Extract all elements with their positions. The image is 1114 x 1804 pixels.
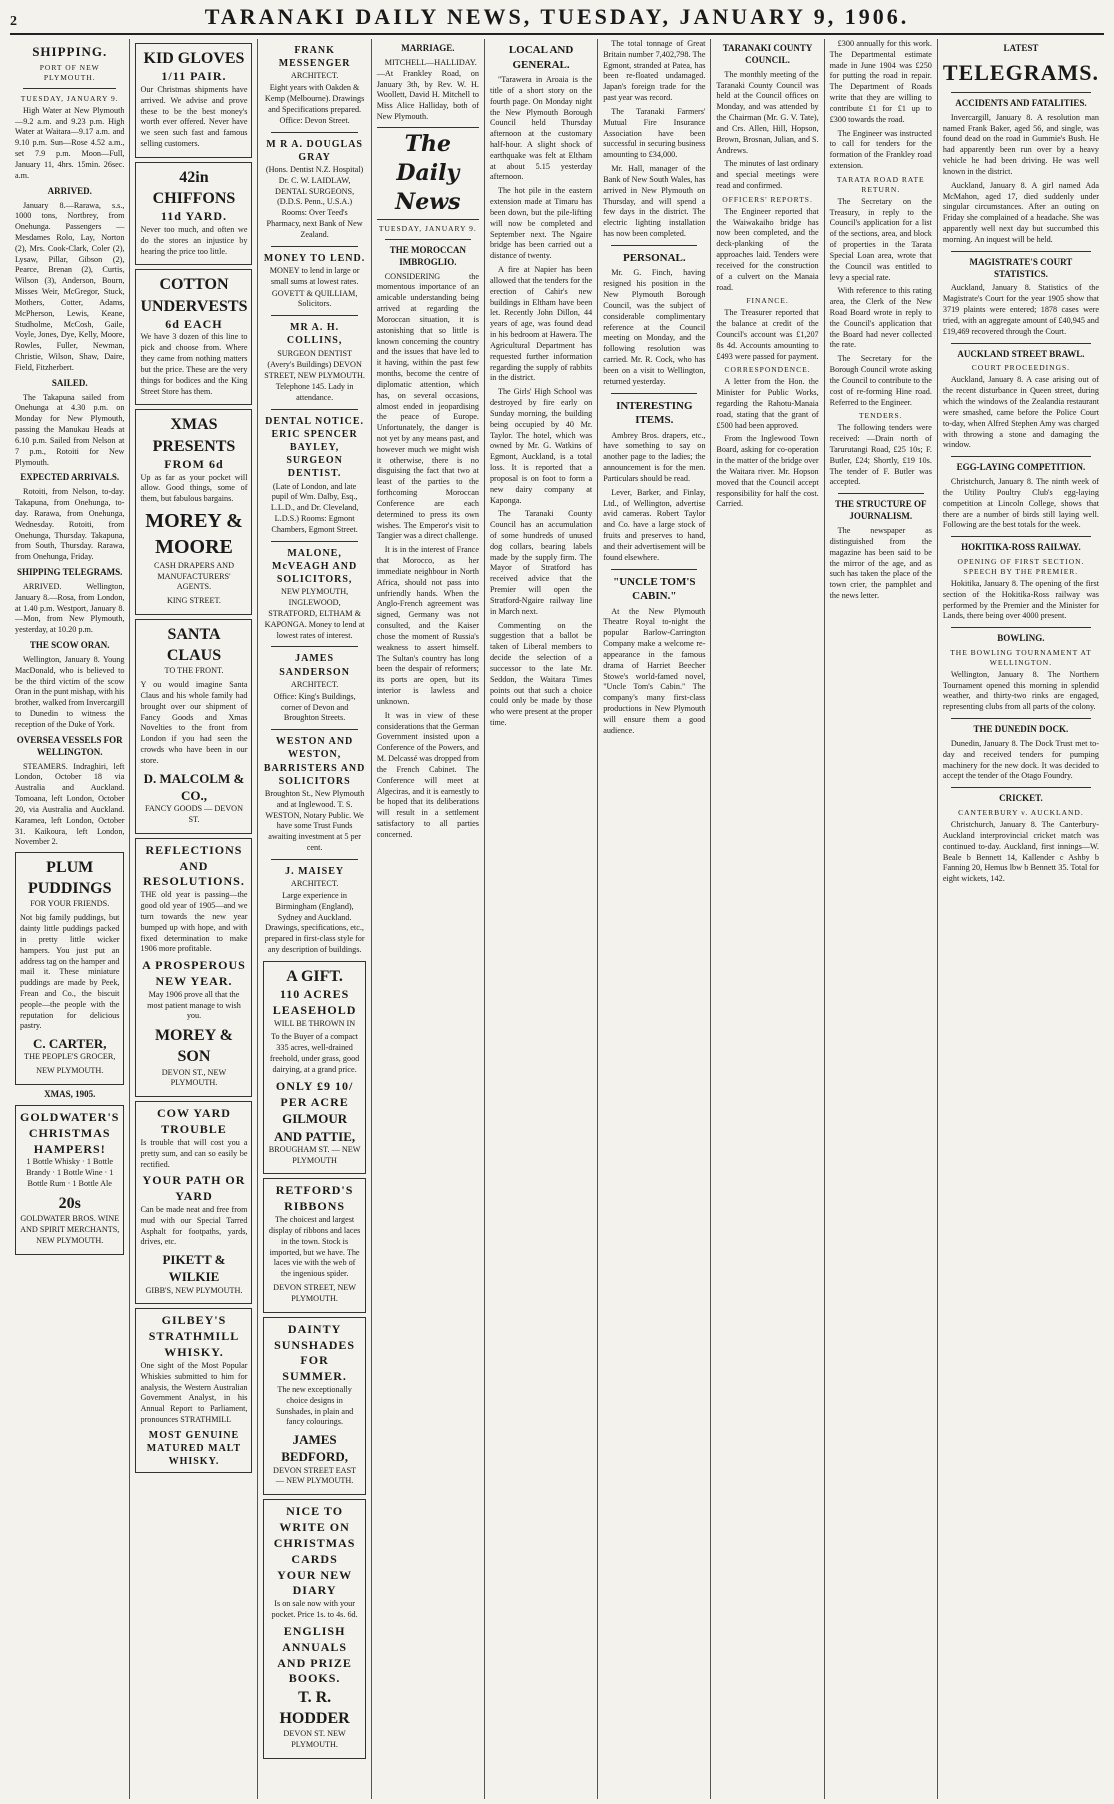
masthead xyxy=(10,6,1104,35)
gift-ad xyxy=(263,961,365,1175)
page-number: 2 xyxy=(10,14,17,29)
collins-name: MR A. H. COLLINS, xyxy=(286,322,343,347)
retford-title: RETFORD'S RIBBONS xyxy=(275,1183,354,1214)
dmalcolm-sub: FANCY GOODS — DEVON ST. xyxy=(144,804,243,824)
accidents-text-2: Auckland, January 8. A girl named Ada McMahon, aged 17, died suddenly under singular circumstances. After an outing on Friday she complained of a headache. She was apparently well next day but succumbed this morning. An inquest will be held. xyxy=(942,180,1099,244)
frank-text: Eight years with Oakden & Kemp (Melbourne). Drawings and Specifications prepared. Office: Devon Street. xyxy=(264,83,365,125)
council-cont-sub: TARATA ROAD RATE RETURN. xyxy=(836,174,925,194)
local-text-5: The Taranaki County Council has an accumulation of some hundreds of unused dog collars, bearing labels made by the supply firm. The Mayor of Stratford has received advice that the Premier will open the Stratford-Ngaire railway line in March next. xyxy=(489,509,593,616)
reflections-title: REFLECTIONS AND RESOLUTIONS. xyxy=(143,842,245,889)
bowling-text: Wellington, January 8. The Northern Tournament opened this morning in splendid weather, and thirty-two rinks are engaged, representing clubs from all parts of the colony. xyxy=(942,669,1099,712)
retford-ad xyxy=(263,1178,365,1312)
column-4 xyxy=(372,39,485,1799)
gift-price: ONLY £9 10/ PER ACRE xyxy=(275,1078,354,1109)
undervests-text: We have 3 dozen of this line to pick and choose from. Where they came from nothing matters but the price. These are the very things for bodices and the King Street Store has them. xyxy=(140,332,248,396)
interesting-heading: INTERESTING ITEMS. xyxy=(616,399,693,427)
daily-news-title: The Daily News xyxy=(377,127,479,220)
gift-sub: 110 ACRES LEASEHOLD xyxy=(272,986,357,1017)
newspaper-title: TARANAKI DAILY NEWS, TUESDAY, JANUARY 9, 1906. xyxy=(204,4,910,29)
weston-name: WESTON AND WESTON, BARRISTERS AND SOLICITORS xyxy=(263,736,366,787)
council-text-6: From the Inglewood Town Board, asking for co-operation in the matter of the bridge over the Waitara river. Mr. Hopson moved that the Council accept responsibility for half the cost. Carried. xyxy=(716,434,819,509)
bedford-name: JAMES BEDFORD, xyxy=(281,1432,348,1465)
chiffons-text: Never too much, and often we do the stores an injustice by hearing the price too little. xyxy=(140,224,248,256)
council-cont-6: The following tenders were received: —Drain north of Tarurutangi Road, £25 10s; F. Butler, £24; Shortly, £19 10s. The tender of F. Butler was accepted. xyxy=(829,423,932,487)
arrived-text: January 8.—Rarawa, s.s., 1000 tons, Nortbrey, from Onehunga. Passengers —Mesdames Rolo, Lay, Norton (2), Mrs. Cook-Clark, Coler (2), Lysaw, Pillar, Gibson (2), Pearce, Brenan (2), Curtis, Wilson (3), Anderson, Bourn, Misses Weir, McGregor, Stuck, Mothers, Cotter, Adams, McPherson, Lewis, Keane, Studholme, McCosh, Gaile, Voyle, Jones, Dye, Kelly, Moore, Rowles, Fuller, Newman, Christie, Wilson, Shaw, Daire, Field, Fitzherbert. xyxy=(15,200,125,372)
marriage-heading: MARRIAGE. xyxy=(401,43,455,53)
council-cont-2: The Engineer was instructed to call for tenders for the formation of the Frankley road extension. xyxy=(829,128,932,171)
santa-claus-ad xyxy=(135,619,252,834)
brawl-sub: COURT PROCEEDINGS. xyxy=(971,363,1071,373)
malone-name: MALONE, McVEAGH AND SOLICITORS, xyxy=(272,547,358,586)
interesting-text-2: Lever, Barker, and Finlay, Ltd., of Wellington, advertise avid cameras. Robert Taylor and Co. have a large stock of fruits and preserves to hand, and their advertisement will be found elsewhere. xyxy=(603,487,706,562)
cricket-heading: CRICKET. xyxy=(999,793,1043,804)
weston-card xyxy=(263,735,365,854)
cricket-text: Christchurch, January 8. The Canterbury-Auckland interprovincial cricket match was continued to-day. Auckland, first innings—W. Beale b Bennett 14, Kallender c Ashby b Fanning 20, Hemus lbw b Bennett 35. Total for eight wickets, 142. xyxy=(942,820,1099,884)
council-text-5: A letter from the Hon. the Minister for Public Works, regarding the Rahotu-Manaia road, stating that the grant of £500 had been approved. xyxy=(716,377,819,430)
weston-text: Broughton St., New Plymouth and at Inglewood. T. S. WESTON, Notary Public. We have some Trust Funds awaiting investment at 5 per cent. xyxy=(264,788,365,853)
annuals: ENGLISH ANNUALS AND PRIZE BOOKS. xyxy=(277,1623,352,1686)
council-cont: £300 annually for this work. The Departmental estimate made in June 1904 was £250 for putting the road in repair. The Department of Roads write that they are willing to contribute £1 for £1 up to £300 towards the road. xyxy=(829,39,932,124)
bowling-sub: THE BOWLING TOURNAMENT AT WELLINGTON. xyxy=(950,648,1092,667)
tides-text: High Water at New Plymouth—9.2 a.m. and 9.23 p.m. High Water at Waitara—9.17 a.m. and 9.10 p.m. Sun—Rose 4.52 a.m., set 7.9 p.m. Moon—Full, January 11, 4hrs. 15min. 26sec. a.m. xyxy=(15,105,125,180)
carter-name: C. CARTER, xyxy=(32,1036,107,1052)
santa-text: Y ou would imagine Santa Claus and his whole family had brought over our shipment of Fancy Goods and Xmas Novelties to the front from London if you had seen the crowds who have been in our store. xyxy=(140,680,248,765)
gray-text: (Hons. Dentist N.Z. Hospital) Dr. C. W. LAIDLAW, DENTAL SURGEONS, (D.D.S. Penn., U.S.A.) Rooms: Over Teed's Pharmacy, next Bank of New Zealand. xyxy=(265,164,364,239)
kid-price: 1/11 PAIR. xyxy=(161,69,227,84)
scow-text: Wellington, January 8. Young MacDonald, who is believed to be the third victim of the scow Oran in the punt mishap, with his brother, walked from Invercargill to Dunedin to witness the reception of the Duke of York. xyxy=(15,654,125,729)
leader-text-2: It is in the interest of France that Morocco, as her immediate neighbour in North Africa, should not pass into unfriendly hands. When the Anglo-French agreement was signed, Germany was not consulted, and the Kaiser chose the moment of Russia's weakness to assert himself. The Sultan's country has long been the despair of reformers; its ports are open, but its interior is lawless and unknown. xyxy=(376,545,479,706)
money-title: MONEY TO LEND. xyxy=(263,252,366,264)
sanderson-name: JAMES SANDERSON xyxy=(279,653,350,678)
reflections-text: THE old year is passing—the good old year of 1905—and we turn towards the new year bumped up with hope, and with fixed determination to make 1906 more profitable. xyxy=(140,890,248,954)
bedford-addr: DEVON STREET EAST — NEW PLYMOUTH. xyxy=(273,1465,357,1486)
maisey-sub: ARCHITECT. xyxy=(290,879,339,889)
maisey-name: J. MAISEY xyxy=(285,865,345,877)
collins-card xyxy=(263,321,365,404)
accidents-heading: ACCIDENTS AND FATALITIES. xyxy=(955,97,1087,108)
daily-news-date: TUESDAY, JANUARY 9. xyxy=(378,223,477,233)
personal-text: Mr. G. Finch, having resigned his position in the New Plymouth Borough Council, was the subject of considerable complimentary reference at the Council meeting on Monday, and the following resolution was carried. Mr. R. Cock, who has been on a visit to Wellington, returned yesterday. xyxy=(603,268,706,386)
morey-moore-name: MOREY & MOORE xyxy=(145,509,243,559)
collins-sub: SURGEON DENTIST xyxy=(277,348,353,358)
spencer-text: (Late of London, and late pupil of Wm. Dalby, Esq., L.L.D., and Dr. Cleveland, L.D.S.) Rooms: Egmont Chambers, Egmont Street. xyxy=(270,481,359,534)
shipping-heading: SHIPPING. xyxy=(32,44,108,59)
expected-heading: EXPECTED ARRIVALS. xyxy=(20,472,120,483)
kid-text: Our Christmas shipments have arrived. We advise and prove these to be the best money's worth ever offered. Never have we seen such fast and famous selling customers. xyxy=(140,84,248,149)
leader-text: CONSIDERING the momentous importance of an amicable understanding being arrived at regarding the Moroccan situation, it is astonishing that so little is known concerning the country and the issues that have led to it having, within the past few months, become the centre of diplomatic attention, which has, on several occasions, almost ended in jeopardising the peace of Europe. Unfortunately, the danger is not yet by any means past, and however much we might wish it otherwise, there is no disguising the fact that two at least of the parties to the forthcoming Moroccan Conference are each determined to press its own wishes. The Emperor's visit to Tangier was a direct challenge. xyxy=(376,271,479,541)
council-cont-4: With reference to this rating area, the Clerk of the New Road Board wrote in reply to the Council's application that the Board had never collected the rate. xyxy=(829,286,932,350)
sailed-text: The Takapuna sailed from Onehunga at 4.30 p.m. on Monday for New Plymouth, passing the Manukau Heads at 6.10 p.m. Sailed from Nelson at 7 p.m., Rotoiti for New Plymouth. xyxy=(15,392,125,467)
malone-card xyxy=(263,547,365,642)
marriage-text: MITCHELL—HALLIDAY.—At Frankley Road, on January 3th, by Rev. W. H. Woollett, David H. Mitchell to Miss Alice Halliday, both of New Plymouth. xyxy=(376,57,479,122)
local-text-4: The Girls' High School was destroyed by fire early on Sunday morning, the building being occupied by 40 Mr. Taylor. The hotel, which was owned by Mr. G. Watkins of Egmont, Auckland, is a total loss. It is reported that a proposal is on foot to form a new dairy company at Kaponga. xyxy=(489,387,593,505)
gift-title: A GIFT. xyxy=(286,967,343,985)
gilbey-text: One sight of the Most Popular Whiskies submitted to him for analysis, the Western Australian Government Analyst, in his Annual Report to Parliament, pronounces STRATHMILL xyxy=(140,1360,248,1425)
frank-name: FRANK MESSENGER xyxy=(278,45,351,70)
scow-heading: THE SCOW ORAN. xyxy=(29,640,110,651)
gilmour-name: GILMOUR AND PATTIE, xyxy=(274,1111,356,1144)
local-text-6: Commenting on the suggestion that a ballot be taken of Liberal members to decide the selection of a successor to the late Mr. Seddon, the Waitara Times points out that such a choice could only be made by those who were present at the proper time. xyxy=(489,620,593,728)
telegrams-heading: TELEGRAMS. xyxy=(942,59,1099,85)
column-1 xyxy=(10,39,130,1799)
local-text-2: The hot pile in the eastern extension made at Timaru has been down, but the pile-lifting will now be completed and September next. The Ngaire bridge has been carried out a distance of twenty. xyxy=(489,186,593,261)
xmas-presents-title: XMAS PRESENTS xyxy=(152,416,236,455)
diary-title: YOUR NEW DIARY xyxy=(277,1567,353,1598)
dmalcolm-name: D. MALCOLM & CO., xyxy=(143,770,245,803)
undervests-ad xyxy=(135,269,252,405)
collins-text: (Avery's Buildings) DEVON STREET, NEW PLYMOUTH. Telephone 145. Lady in attendance. xyxy=(264,360,365,402)
column-6 xyxy=(598,39,711,1799)
frank-sub: ARCHITECT. xyxy=(290,71,339,81)
accidents-text: Invercargill, January 8. A resolution man named Frank Baker, aged 56, and single, was found dead on the road in Gummie's Bush. He had apparently been run over by a heavy vehicle he had been driving. He was well known in the district. xyxy=(942,112,1099,176)
egg-heading: EGG-LAYING COMPETITION. xyxy=(956,462,1086,473)
undervests-title: COTTON UNDERVESTS xyxy=(140,276,248,315)
plum-text: Not big family puddings, but dainty little puddings packed in pretty little wicker hampers. You just put an address tag on the hamper and mail it. These miniature puddings are made by Peek, Frean and Co., the biscuit people—the people with the reputation for delicious pastry. xyxy=(20,913,120,1031)
prosperous-text: May 1906 prove all that the most patient manage to wish you. xyxy=(147,989,241,1021)
expected-text: Rotoiti, from Nelson, to-day. Takapuna, from Onehunga, to-day. Rarawa, from Onehunga, Wednesday. Rotoiti, from Onehunga, Thursday. Takapuna, from South, Thursday. Rarawa, from Onehunga, Friday. xyxy=(15,487,125,562)
dock-heading: THE DUNEDIN DOCK. xyxy=(973,724,1069,735)
cow-yard-ad xyxy=(135,1101,252,1304)
intro-text: The total tonnage of Great Britain number 7,402,798. The Egmont, stranded at Patea, has been re-floated undamaged. Japan's foreign trade for the past year was record. xyxy=(603,39,706,103)
morey-moore-addr: KING STREET. xyxy=(166,596,221,606)
intro-text-3: Mr. Hall, manager of the Bank of New South Wales, has arrived in New Plymouth on Thursday, and will spend a few days in the district. The electric lighting installation has now been completed. xyxy=(603,164,706,239)
dainty-title: DAINTY SUNSHADES FOR SUMMER. xyxy=(274,1321,356,1384)
latest-label: LATEST xyxy=(1003,43,1039,53)
leader-text-3: It was in view of these considerations that the German Government insisted upon a Conference of the Powers, and M. Delcassé was dropped from the French Cabinet. The Conference will meet at Algeciras, and it is earnestly to be hoped that its deliberations will result in a settlement satisfactory to all parties concerned. xyxy=(376,710,479,839)
sanderson-text: Office: King's Buildings, corner of Devon and Broughton Streets. xyxy=(273,691,356,723)
brawl-heading: AUCKLAND STREET BRAWL. xyxy=(957,348,1085,359)
bowling-heading: BOWLING. xyxy=(997,633,1045,644)
column-9 xyxy=(938,39,1104,1799)
council-text: The monthly meeting of the Taranaki County Council was held at the Council offices on Monday, and was attended by the Chairman (Mr. G. V. Tate), and Crs. Allen, Hill, Hopson, Brown, Brosnan, Julian, and S. Andrews. xyxy=(716,69,819,155)
spencer-name: ERIC SPENCER BAYLEY, SURGEON DENTIST. xyxy=(271,428,358,480)
column-2 xyxy=(130,39,258,1799)
dental-title: DENTAL NOTICE. xyxy=(265,415,365,427)
council-text-2: The minutes of last ordinary and special meetings were read and confirmed. xyxy=(716,159,819,191)
yard-title: YOUR PATH OR YARD xyxy=(142,1173,246,1204)
hokitika-sub: OPENING OF FIRST SECTION. SPEECH BY THE PREMIER. xyxy=(957,557,1085,576)
diary-text: Is on sale now with your pocket. Price 1s. to 4s. 6d. xyxy=(271,1599,358,1620)
xmas-cards: CHRISTMAS CARDS xyxy=(273,1535,356,1566)
gift-text: To the Buyer of a compact 335 acres, well-drained freehold, under grass, good dairying, at a grand price. xyxy=(269,1032,360,1074)
goldwater-price: 20s xyxy=(58,1194,81,1212)
port-heading: PORT OF NEW PLYMOUTH. xyxy=(39,63,100,83)
chiffons-price: 11d YARD. xyxy=(160,209,228,224)
dainty-ad xyxy=(263,1317,365,1496)
council-cont-3: The Secretary on the Treasury, in reply to the Council's application for a list of the sections, area, and block of properties in the Tarata Special Loan area, wrote that the Council was entitled to levy a special rate. xyxy=(829,196,932,282)
retford-addr: DEVON STREET, NEW PLYMOUTH. xyxy=(273,1283,357,1303)
magistrate-text: Auckland, January 8. Statistics of the Magistrate's Court for the year 1905 show that 3719 plaints were entered; 1878 cases were tried, with an aggregate amount of £40,945 and £19,469 recovered through the Court. xyxy=(942,283,1099,336)
council-sub-2: FINANCE. xyxy=(746,296,789,306)
money-text: MONEY to lend in large or small sums at lowest rates. xyxy=(269,265,360,286)
shipping-telegrams-text: ARRIVED. Wellington, January 8.—Rosa, from London, at 1.40 p.m. Westport, January 8.—Mon, from New Plymouth, yesterday, at 10.20 p.m. xyxy=(15,581,125,635)
chiffons-ad xyxy=(135,162,252,266)
column-3 xyxy=(258,39,371,1799)
gift-line: WILL BE THROWN IN xyxy=(274,1018,356,1028)
column-7 xyxy=(711,39,824,1799)
arrived-heading: ARRIVED. xyxy=(47,185,92,196)
council-cont-5: The Secretary for the Borough Council wrote asking the Council to contribute to the cost of re-forming Hine road. Referred to the Engineer. xyxy=(829,354,932,407)
carter-sub: THE PEOPLE'S GROCER, xyxy=(24,1052,116,1062)
goldwater-foot: GOLDWATER BROS. WINE AND SPIRIT MERCHANTS, NEW PLYMOUTH. xyxy=(20,1214,120,1245)
hodder-name: T. R. HODDER xyxy=(279,1689,350,1728)
uncle-tom-heading: "UNCLE TOM'S CABIN." xyxy=(613,575,696,603)
pikett-name: PIKETT & WILKIE xyxy=(162,1252,226,1285)
undervests-price: 6d EACH xyxy=(165,316,223,331)
xmas-heading: XMAS, 1905. xyxy=(44,1089,96,1100)
overseas-text: STEAMERS. Indraghiri, left London, October 18 via Australia and Auckland. Tomoana, left London, October 20, via Australia and Auckland. Karamea, left London, October 31. Kaikoura, left London, November 2. xyxy=(15,761,125,847)
morey-son-addr: DEVON ST., NEW PLYMOUTH. xyxy=(161,1067,227,1088)
xmas-presents-ad xyxy=(135,409,252,615)
columns xyxy=(10,39,1104,1799)
brawl-text: Auckland, January 8. A case arising out of the recent disturbance in Queen street, during which the windows of the Zealandia restaurant were smashed, came before the Police Court to-day, when Alfred Stephen Amy was charged with throwing a stone and damaging the window. xyxy=(942,375,1099,450)
plum-sub: FOR YOUR FRIENDS. xyxy=(30,899,110,909)
structure-heading: THE STRUCTURE OF JOURNALISM. xyxy=(835,499,927,522)
council-cont-sub-2: TENDERS. xyxy=(858,411,903,421)
goldwater-title: GOLDWATER'S CHRISTMAS HAMPERS! xyxy=(20,1110,120,1156)
santa-sub: TO THE FRONT. xyxy=(164,666,224,676)
gilbey-ad xyxy=(135,1308,252,1473)
gilbey-foot: MOST GENUINE MATURED MALT WHISKY. xyxy=(146,1429,242,1468)
maisey-card xyxy=(263,865,365,956)
cow-title: COW YARD TROUBLE xyxy=(157,1106,231,1137)
sanderson-sub: ARCHITECT. xyxy=(290,679,339,689)
reflections-ad xyxy=(135,838,252,1097)
cow-text: Is trouble that will cost you a pretty sum, and can so easily be rectified. xyxy=(140,1137,248,1169)
local-text-3: A fire at Napier has been allowed that the tenders for the erection of Cahir's new buildings in Eltham have been let. Recently John Dillon, 44 years of age, was found dead in his bedroom at Hawera. The Agricultural Department has requested further information regarding the supply of rabbits in the district. xyxy=(489,265,593,383)
gilbey-title: GILBEY'S STRATHMILL WHISKY. xyxy=(148,1313,240,1360)
hokitika-text: Hokitika, January 8. The opening of the first section of the Hokitika-Ross railway was performed by the Premier and the Minister for Lands, there being over 4000 present. xyxy=(942,578,1099,621)
dainty-text: The new exceptionally choice designs in Sunshades, in plain and fancy colourings. xyxy=(275,1385,354,1427)
plum-puddings-ad xyxy=(15,852,124,1085)
county-council-heading: TARANAKI COUNTY COUNCIL. xyxy=(722,43,813,65)
overseas-heading: OVERSEA VESSELS FOR WELLINGTON. xyxy=(16,734,123,757)
interesting-text: Ambrey Bros. drapers, etc., have something to say on another page to the ladies; the announcement is for the men. Particulars should be read. xyxy=(603,430,706,483)
hodder-addr: DEVON ST. NEW PLYMOUTH. xyxy=(283,1729,346,1750)
column-5 xyxy=(485,39,598,1799)
morey-son-name: MOREY & SON xyxy=(154,1027,233,1066)
gray-card xyxy=(263,138,365,241)
retford-text: The choicest and largest display of ribbons and laces in the town. Stock is imported, but we have. The laces vie with the web of the ingenious spider. xyxy=(268,1215,361,1279)
chiffons-title: 42in CHIFFONS xyxy=(152,168,236,208)
gilmour-addr: BROUGHAM ST. — NEW PLYMOUTH xyxy=(268,1144,361,1165)
gray-name: M R A. DOUGLAS GRAY xyxy=(266,138,363,163)
nice-title: NICE TO WRITE ON xyxy=(279,1504,350,1535)
malone-text: NEW PLYMOUTH, INGLEWOOD, STRATFORD, ELTHAM & KAPONGA. Money to lend at lowest rates of interest. xyxy=(264,587,365,640)
morey-moore-sub: CASH DRAPERS AND MANUFACTURERS' AGENTS. xyxy=(153,560,235,592)
frank-messenger-card xyxy=(263,44,365,127)
hodder-ad xyxy=(263,1499,365,1759)
sailed-heading: SAILED. xyxy=(51,377,88,388)
shipping-date: TUESDAY, JANUARY 9. xyxy=(20,93,119,103)
carter-addr: NEW PLYMOUTH. xyxy=(36,1066,104,1076)
goldwater-text: 1 Bottle Whisky · 1 Bottle Brandy · 1 Bottle Wine · 1 Bottle Rum · 1 Bottle Ale xyxy=(26,1157,114,1189)
magistrate-heading: MAGISTRATE'S COURT STATISTICS. xyxy=(969,256,1073,279)
egg-text: Christchurch, January 8. The ninth week of the Utility Poultry Club's egg-laying competition at Lincoln College, shows that there are a number of birds still laying well. Following are the best totals for the week. xyxy=(942,477,1099,530)
council-sub-3: CORRESPONDENCE. xyxy=(724,365,811,375)
kid-title: KID GLOVES xyxy=(143,50,245,67)
spencer-card xyxy=(263,415,365,536)
sanderson-card xyxy=(263,652,365,724)
local-heading: LOCAL AND GENERAL. xyxy=(508,44,574,71)
pikett-sub: GIBB'S, NEW PLYMOUTH. xyxy=(145,1285,243,1295)
column-8 xyxy=(825,39,938,1799)
local-text: "Tarawera in Aroaia is the title of a short story on the fourth page. On Monday night the New Plymouth Borough Council held Thursday afternoon at the customary half-hour. A slight shock of earthquake was felt at Eltham at about 5.15 yesterday afternoon. xyxy=(489,75,593,182)
uncle-tom-text: At the New Plymouth Theatre Royal to-night the popular Barlow-Carrington Company make a welcome re-appearance in the famous drama of Harriet Beecher Stowe's world-famed novel, "Uncle Tom's Cabin." The company's many first-class productions in New Plymouth will ensure them a good audience. xyxy=(603,606,706,735)
xmas-presents-price: FROM 6d xyxy=(164,456,224,471)
council-sub-1: OFFICERS' REPORTS. xyxy=(722,194,813,204)
goldwater-ad xyxy=(15,1105,124,1255)
leader-heading: THE MOROCCAN IMBROGLIO. xyxy=(389,244,466,267)
cricket-sub: CANTERBURY v. AUCKLAND. xyxy=(958,808,1084,818)
shipping-telegrams-heading: SHIPPING TELEGRAMS. xyxy=(17,567,123,578)
hokitika-heading: HOKITIKA-ROSS RAILWAY. xyxy=(961,542,1081,553)
council-text-3: The Engineer reported that the Waiwakaiho bridge has now been completed, and the deck-planking of the approaches laid. Tenders were received for the construction of a culvert on the Manaia road. xyxy=(716,206,819,292)
dock-text: Dunedin, January 8. The Dock Trust met to-day and received tenders for pumping machinery for the new dock. It was decided to accept the tender of the Otago Foundry. xyxy=(942,739,1099,781)
money-card xyxy=(263,252,365,311)
personal-heading: PERSONAL. xyxy=(622,251,686,264)
council-text-4: The Treasurer reported that the balance at credit of the Council's account was £1,207 8s 4d. Accounts amounting to £493 were passed for payment. xyxy=(716,308,819,361)
plum-title: PLUM PUDDINGS xyxy=(27,859,112,898)
santa-title: SANTA CLAUS xyxy=(166,626,222,665)
prosperous-title: A PROSPEROUS NEW YEAR. xyxy=(142,958,246,988)
maisey-text: Large experience in Birmingham (England), Sydney and Auckland. Drawings, specifications, etc., prepared in first-class style for any description of buildings. xyxy=(264,890,365,955)
kid-gloves-ad xyxy=(135,43,252,158)
money-foot: GOVETT & QUILLIAM, Solicitors. xyxy=(271,288,358,309)
yard-text: Can be made neat and free from mud with our Special Tarred Asphalt for footpaths, yards, drives, etc. xyxy=(140,1204,248,1247)
xmas-presents-text: Up as far as your pocket will allow. Good things, some of them, but fabulous bargains. xyxy=(140,472,248,504)
intro-text-2: The Taranaki Farmers' Mutual Fire Insurance Association have been successful in securing business amounting to £34,000. xyxy=(603,106,706,160)
structure-text: The newspaper as distinguished from the magazine has been said to be the mirror of the age, and as such has taken the place of the town crier, the pamphlet and the news letter. xyxy=(829,526,932,601)
